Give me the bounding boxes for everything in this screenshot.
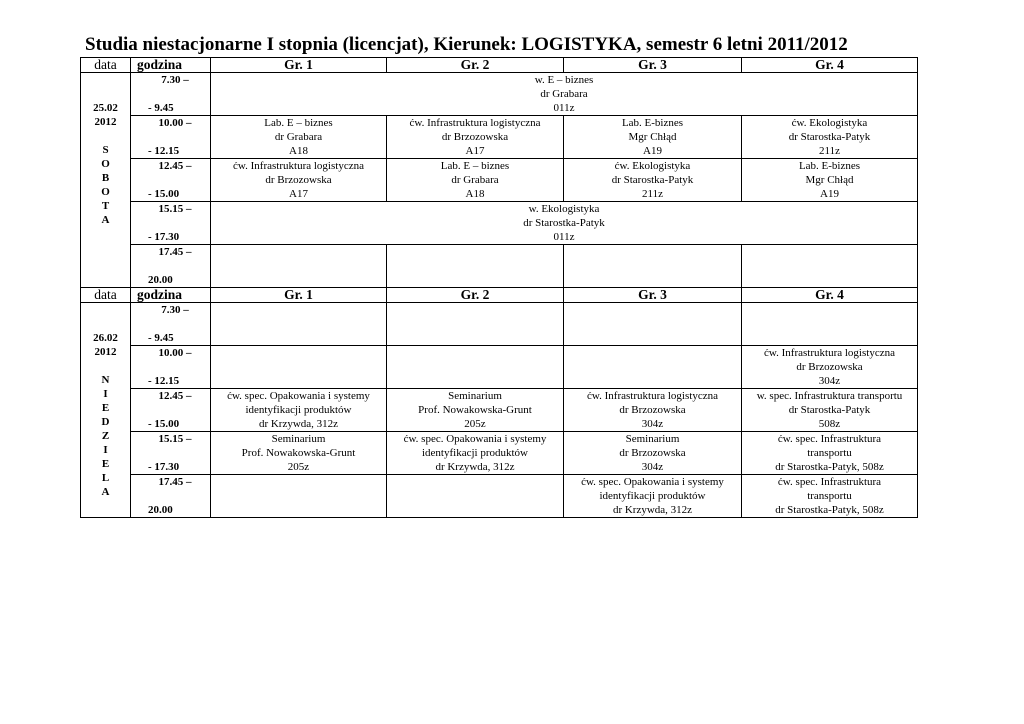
- class-line: dr Krzywda, 312z: [435, 461, 515, 473]
- weekday-letter: A: [101, 486, 110, 498]
- table-row: [81, 116, 918, 159]
- table-row: [81, 159, 918, 202]
- time-start: 10.00 –: [158, 347, 192, 359]
- table-row: [81, 389, 918, 432]
- class-cell: [564, 346, 742, 389]
- class-cell: [742, 475, 918, 518]
- table-row: [81, 475, 918, 518]
- class-cell: [742, 432, 918, 475]
- class-cell: [211, 346, 387, 389]
- class-line: A18: [465, 188, 485, 200]
- class-cell: [564, 159, 742, 202]
- class-line: dr Starostka-Patyk, 508z: [775, 461, 884, 473]
- class-cell: [742, 346, 918, 389]
- table-row: [81, 303, 918, 346]
- class-line: Lab. E – biznes: [440, 160, 510, 172]
- time-start: 15.15 –: [158, 433, 192, 445]
- header-row: [81, 58, 918, 73]
- class-line: identyfikacji produktów: [421, 447, 528, 459]
- date-cell: [81, 303, 131, 518]
- time-start: 12.45 –: [158, 160, 192, 172]
- class-line: dr Krzywda, 312z: [612, 504, 693, 516]
- class-cell: [742, 245, 918, 288]
- class-line: Mgr Chłąd: [628, 131, 677, 143]
- time-start: 7.30 –: [161, 74, 189, 86]
- class-cell: [211, 389, 387, 432]
- class-cell: [564, 303, 742, 346]
- weekday-letter: I: [103, 388, 108, 400]
- weekday-letter: E: [101, 458, 110, 470]
- time-end: - 15.00: [148, 188, 180, 200]
- class-cell: [564, 245, 742, 288]
- class-cell: [387, 432, 564, 475]
- class-line: ćw. Infrastruktura logistyczna: [409, 117, 541, 129]
- date-label: 25.02: [93, 102, 118, 114]
- weekday-letter: A: [101, 214, 110, 226]
- class-line: dr Grabara: [540, 88, 588, 100]
- class-cell: [742, 389, 918, 432]
- class-line: identyfikacji produktów: [599, 490, 706, 502]
- class-cell-all-groups: [211, 73, 918, 116]
- class-line: Prof. Nowakowska-Grunt: [241, 447, 356, 459]
- weekday-letter: L: [101, 472, 110, 484]
- table-row: [81, 202, 918, 245]
- time-cell: [131, 432, 211, 475]
- header-data: data: [81, 58, 131, 73]
- date-label: 26.02: [93, 332, 118, 344]
- header-group: Gr. 3: [564, 58, 742, 73]
- weekday-letter: Z: [101, 430, 110, 442]
- class-cell: [564, 389, 742, 432]
- class-cell: [387, 475, 564, 518]
- class-line: dr Starostka-Patyk, 508z: [775, 504, 884, 516]
- class-cell: [742, 159, 918, 202]
- header-group: Gr. 1: [211, 58, 387, 73]
- time-cell: [131, 475, 211, 518]
- class-line: ćw. spec. Opakowania i systemy: [227, 390, 370, 402]
- class-cell: [211, 116, 387, 159]
- class-line: A18: [289, 145, 308, 157]
- weekday-letter: N: [101, 374, 110, 386]
- class-line: dr Starostka-Patyk: [788, 404, 871, 416]
- class-line: dr Brzozowska: [441, 131, 509, 143]
- class-cell: [387, 346, 564, 389]
- class-line: 304z: [641, 461, 664, 473]
- class-cell: [387, 245, 564, 288]
- time-end: - 12.15: [148, 375, 180, 387]
- header-group: Gr. 2: [387, 58, 564, 73]
- weekday-vertical: [81, 143, 130, 227]
- class-cell: [211, 432, 387, 475]
- weekday-letter: O: [101, 186, 110, 198]
- class-cell: [387, 303, 564, 346]
- time-end: - 17.30: [148, 231, 180, 243]
- class-cell: [387, 389, 564, 432]
- class-cell: [742, 116, 918, 159]
- header-group: Gr. 2: [387, 288, 564, 303]
- header-data: data: [81, 288, 131, 303]
- class-cell: [564, 475, 742, 518]
- class-line: Seminarium: [448, 390, 502, 402]
- class-line: 211z: [819, 145, 840, 157]
- header-godzina: godzina: [131, 58, 211, 73]
- class-line: ćw. Infrastruktura logistyczna: [587, 390, 718, 402]
- class-line: ćw. spec. Opakowania i systemy: [581, 476, 724, 488]
- class-line: ćw. spec. Infrastruktura: [777, 476, 882, 488]
- weekday-letter: B: [101, 172, 110, 184]
- class-line: w. Ekologistyka: [528, 203, 600, 215]
- class-line: ćw. Ekologistyka: [614, 160, 691, 172]
- class-line: 205z: [287, 461, 310, 473]
- weekday-letter: D: [101, 416, 110, 428]
- time-start: 7.30 –: [161, 304, 189, 316]
- time-cell: [131, 73, 211, 116]
- class-cell-all-groups: [211, 202, 918, 245]
- time-cell: [131, 303, 211, 346]
- class-line: 205z: [464, 418, 486, 430]
- class-line: Prof. Nowakowska-Grunt: [418, 404, 532, 416]
- time-end: 20.00: [148, 504, 173, 516]
- class-line: Mgr Chłąd: [805, 174, 854, 186]
- class-line: dr Starostka-Patyk: [788, 131, 871, 143]
- class-line: ćw. spec. Opakowania i systemy: [403, 433, 547, 445]
- class-line: ćw. Infrastruktura logistyczna: [233, 160, 364, 172]
- schedule-table: [80, 57, 918, 518]
- class-line: dr Brzozowska: [796, 361, 863, 373]
- class-line: 011z: [553, 231, 575, 243]
- class-line: transportu: [807, 447, 852, 459]
- class-line: dr Krzywda, 312z: [258, 418, 339, 430]
- page-title: Studia niestacjonarne I stopnia (licencjat), Kierunek: LOGISTYKA, semestr 6 letni 2011/2012: [85, 34, 848, 55]
- table-row: [81, 346, 918, 389]
- weekday-letter: S: [102, 144, 109, 156]
- time-start: 17.45 –: [158, 246, 192, 258]
- date-cell: [81, 73, 131, 288]
- time-start: 12.45 –: [158, 390, 192, 402]
- header-group: Gr. 4: [742, 288, 918, 303]
- class-line: A17: [289, 188, 308, 200]
- time-end: - 9.45: [148, 102, 174, 114]
- class-cell: [564, 116, 742, 159]
- class-cell: [564, 432, 742, 475]
- class-cell: [387, 116, 564, 159]
- class-line: 508z: [818, 418, 841, 430]
- class-cell: [387, 159, 564, 202]
- class-cell: [742, 303, 918, 346]
- weekday-letter: T: [101, 200, 110, 212]
- class-line: dr Brzozowska: [619, 447, 686, 459]
- class-line: dr Grabara: [451, 174, 499, 186]
- class-cell: [211, 475, 387, 518]
- class-line: Lab. E-biznes: [798, 160, 861, 172]
- class-line: Lab. E – biznes: [264, 117, 333, 129]
- class-line: A19: [643, 145, 662, 157]
- weekday-letter: O: [101, 158, 110, 170]
- class-line: ćw. Ekologistyka: [791, 117, 868, 129]
- time-cell: [131, 159, 211, 202]
- class-line: dr Starostka-Patyk: [523, 217, 605, 229]
- class-line: w. E – biznes: [534, 74, 594, 86]
- class-line: Seminarium: [271, 433, 326, 445]
- year-label: 2012: [94, 346, 117, 358]
- header-godzina: godzina: [131, 288, 211, 303]
- time-end: - 9.45: [148, 332, 174, 344]
- weekday-vertical: [81, 373, 130, 499]
- class-line: 304z: [818, 375, 841, 387]
- weekday-letter: I: [103, 444, 108, 456]
- time-start: 15.15 –: [158, 203, 192, 215]
- time-end: - 17.30: [148, 461, 180, 473]
- class-cell: [211, 159, 387, 202]
- table-row: [81, 245, 918, 288]
- time-start: 17.45 –: [158, 476, 192, 488]
- weekday-letter: E: [101, 402, 110, 414]
- class-line: A19: [820, 188, 839, 200]
- header-group: Gr. 4: [742, 58, 918, 73]
- table-row: [81, 73, 918, 116]
- time-cell: [131, 245, 211, 288]
- time-cell: [131, 116, 211, 159]
- class-line: dr Starostka-Patyk: [611, 174, 694, 186]
- header-group: Gr. 1: [211, 288, 387, 303]
- class-line: 211z: [642, 188, 663, 200]
- class-line: 011z: [553, 102, 575, 114]
- header-row: [81, 288, 918, 303]
- year-label: 2012: [94, 116, 117, 128]
- class-line: w. spec. Infrastruktura transportu: [756, 390, 903, 402]
- class-line: Lab. E-biznes: [621, 117, 684, 129]
- time-start: 10.00 –: [158, 117, 192, 129]
- class-line: transportu: [807, 490, 852, 502]
- time-cell: [131, 346, 211, 389]
- table-row: [81, 432, 918, 475]
- class-line: dr Brzozowska: [265, 174, 332, 186]
- class-line: Seminarium: [625, 433, 680, 445]
- time-end: 20.00: [148, 274, 173, 286]
- time-end: - 12.15: [148, 145, 180, 157]
- time-cell: [131, 202, 211, 245]
- class-line: ćw. spec. Infrastruktura: [777, 433, 882, 445]
- header-group: Gr. 3: [564, 288, 742, 303]
- class-cell: [211, 245, 387, 288]
- class-line: 304z: [641, 418, 664, 430]
- time-end: - 15.00: [148, 418, 180, 430]
- class-line: A17: [465, 145, 485, 157]
- class-line: dr Grabara: [274, 131, 323, 143]
- class-line: ćw. Infrastruktura logistyczna: [764, 347, 895, 359]
- class-line: identyfikacji produktów: [245, 404, 352, 416]
- time-cell: [131, 389, 211, 432]
- class-line: dr Brzozowska: [619, 404, 686, 416]
- class-cell: [211, 303, 387, 346]
